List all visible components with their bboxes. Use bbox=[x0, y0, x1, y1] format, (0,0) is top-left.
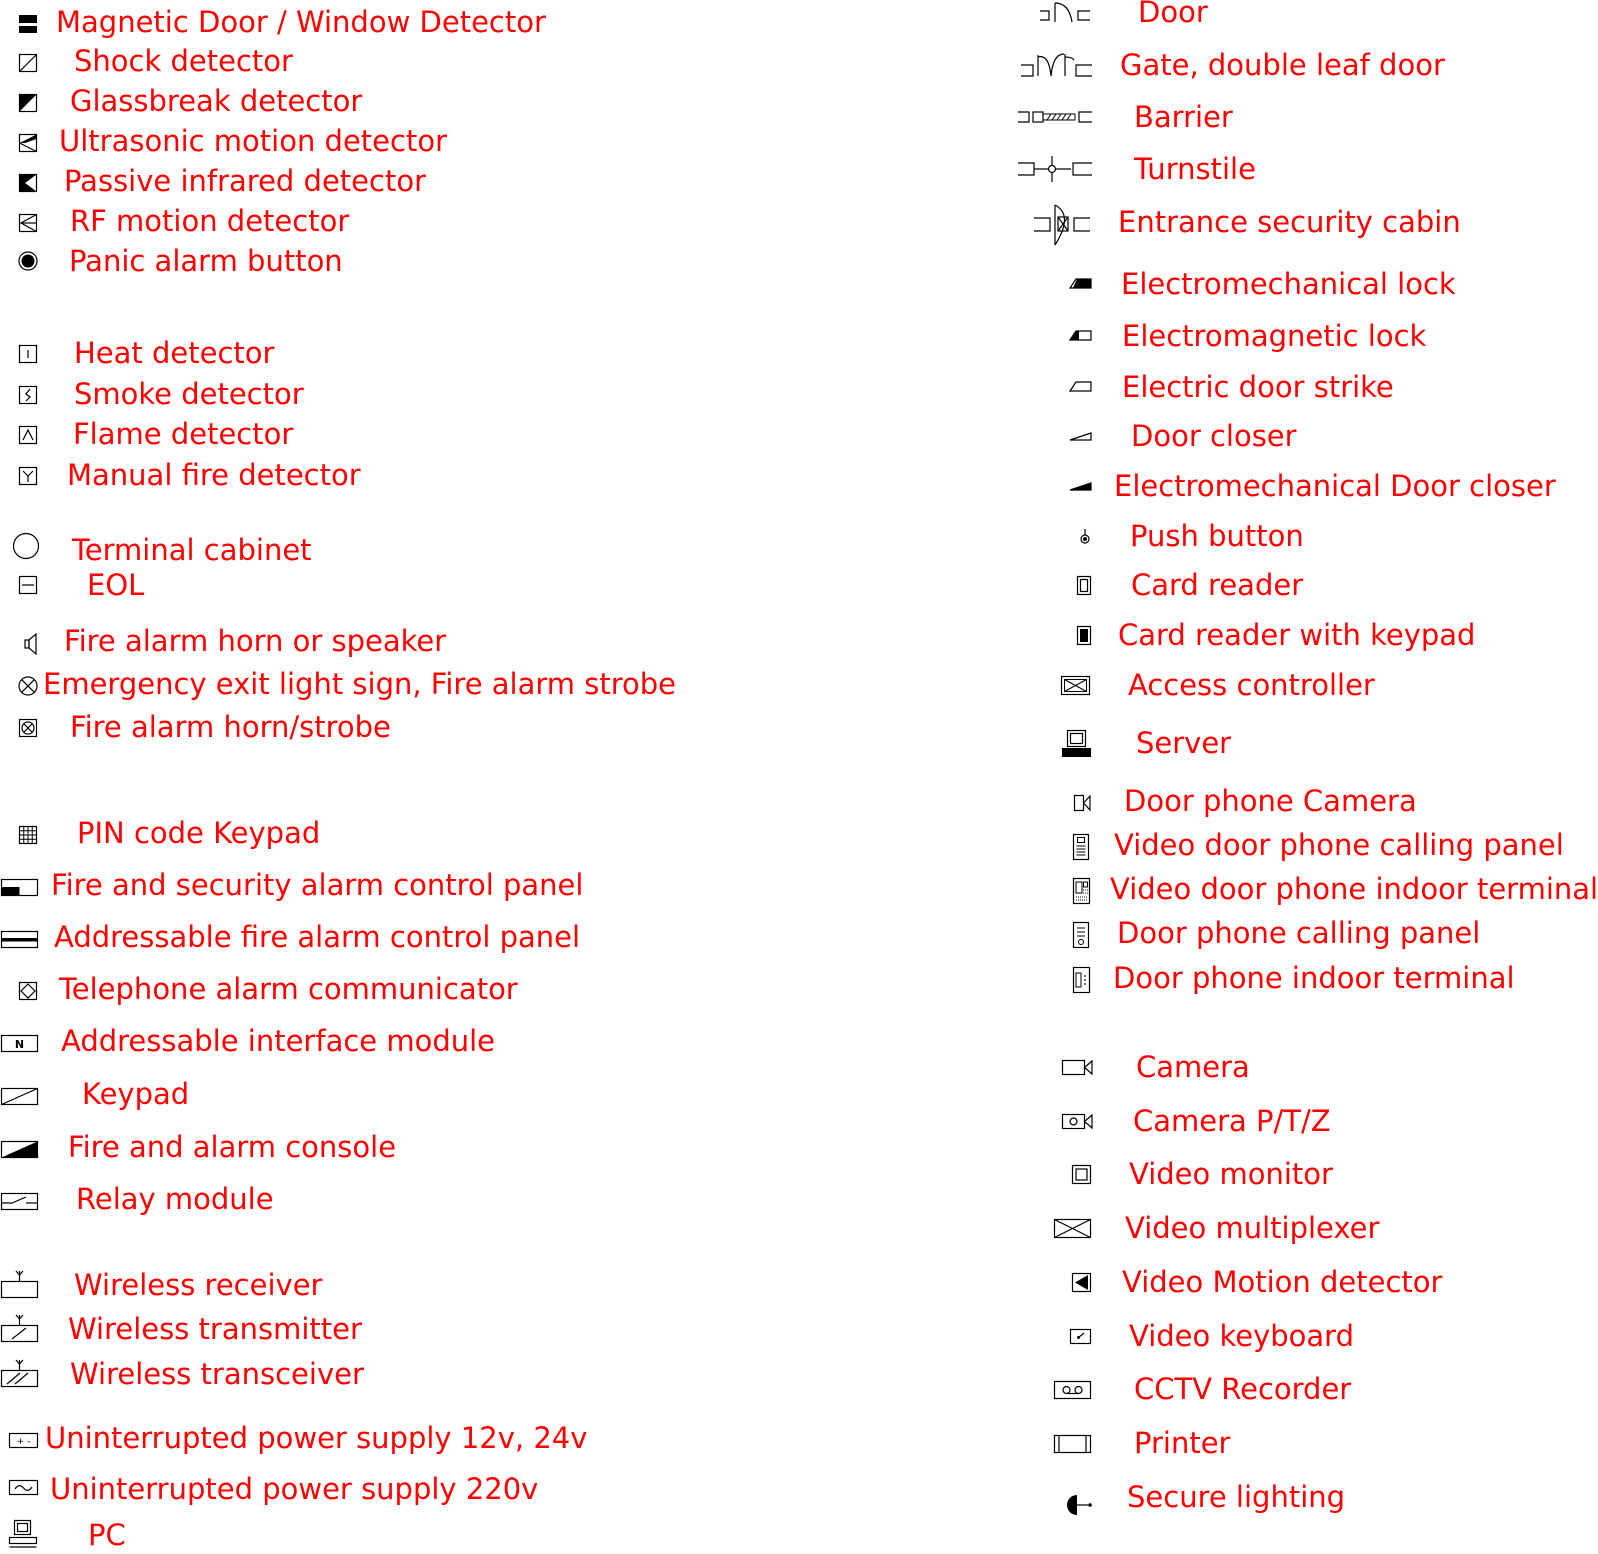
legend-item-strobe bbox=[0, 665, 700, 705]
legend-label: CCTV Recorder bbox=[1134, 1372, 1352, 1406]
legend-label: Addressable interface module bbox=[61, 1024, 496, 1058]
secure-lighting-icon bbox=[1064, 1492, 1096, 1518]
legend-item-ups-dc bbox=[0, 1419, 700, 1459]
legend-label: Video Motion detector bbox=[1122, 1265, 1443, 1299]
legend-item-control-panel bbox=[0, 866, 700, 906]
legend-item-access-controller bbox=[1010, 666, 1548, 706]
terminal-cabinet-icon bbox=[10, 531, 42, 563]
legend-item-barrier bbox=[1010, 98, 1548, 138]
relay-module-icon bbox=[0, 1190, 40, 1214]
legend-label: Wireless transceiver bbox=[70, 1357, 364, 1391]
legend-item-telephone-communicator bbox=[0, 970, 700, 1010]
door-strike-icon bbox=[1068, 378, 1094, 396]
wireless-receiver-icon bbox=[0, 1270, 40, 1302]
ups-dc-badge: + - bbox=[16, 1437, 31, 1447]
legend-label: Video multiplexer bbox=[1125, 1211, 1380, 1245]
legend-label: Turnstile bbox=[1134, 152, 1256, 186]
legend-item-electromechanical-lock bbox=[1010, 265, 1548, 305]
legend-label: Printer bbox=[1134, 1426, 1231, 1460]
legend-label: Magnetic Door / Window Detector bbox=[56, 5, 546, 39]
legend-label: Glassbreak detector bbox=[70, 84, 363, 118]
pir-detector-icon bbox=[17, 172, 41, 196]
legend-label: Fire and security alarm control panel bbox=[51, 868, 584, 902]
legend-label: Fire alarm horn or speaker bbox=[64, 624, 447, 658]
legend-label: Door closer bbox=[1131, 419, 1297, 453]
server-icon bbox=[1058, 726, 1094, 760]
legend-label: Terminal cabinet bbox=[72, 533, 312, 567]
legend-item-electromagnetic-lock bbox=[1010, 317, 1548, 357]
access-controller-icon bbox=[1058, 674, 1094, 698]
legend-item-wireless-receiver bbox=[0, 1266, 700, 1306]
legend-label: Electromagnetic lock bbox=[1122, 319, 1427, 353]
legend-label: Access controller bbox=[1128, 668, 1375, 702]
legend-item-keypad bbox=[0, 1075, 700, 1115]
legend-label: Flame detector bbox=[73, 417, 294, 451]
legend-label: Keypad bbox=[82, 1077, 190, 1111]
legend-label: Push button bbox=[1130, 519, 1304, 553]
telephone-communicator-icon bbox=[17, 980, 41, 1004]
legend-item-wireless-transmitter bbox=[0, 1310, 700, 1350]
legend-item-door-closer bbox=[1010, 417, 1548, 457]
legend-item-double-door bbox=[1010, 46, 1548, 86]
legend-item-pin-keypad bbox=[0, 814, 700, 854]
legend-item-video-keyboard bbox=[1010, 1317, 1548, 1357]
legend-item-door-strike bbox=[1010, 368, 1548, 408]
legend-label: Uninterrupted power supply 220v bbox=[50, 1472, 539, 1506]
legend-label: Video monitor bbox=[1129, 1157, 1333, 1191]
legend-label: Addressable fire alarm control panel bbox=[54, 920, 581, 954]
legend-label: Electromechanical lock bbox=[1121, 267, 1456, 301]
legend-label: PC bbox=[88, 1518, 126, 1552]
card-reader-icon bbox=[1074, 574, 1094, 598]
barrier-icon bbox=[1016, 107, 1096, 129]
legend-label: Video door phone calling panel bbox=[1114, 828, 1564, 862]
legend-item-ultrasonic-detector bbox=[0, 122, 700, 162]
legend-item-panic-button bbox=[0, 242, 700, 282]
legend-item-card-reader-keypad bbox=[1010, 616, 1548, 656]
calling-panel-icon bbox=[1070, 920, 1094, 952]
legend-label: Passive infrared detector bbox=[64, 164, 426, 198]
legend-label: Wireless receiver bbox=[74, 1268, 323, 1302]
legend-item-eol bbox=[0, 566, 700, 606]
door-icon bbox=[1038, 0, 1094, 28]
legend-label: Electric door strike bbox=[1122, 370, 1394, 404]
legend-item-relay-module bbox=[0, 1180, 700, 1220]
control-panel-icon bbox=[0, 876, 40, 900]
legend-item-calling-panel bbox=[1010, 914, 1548, 954]
legend-item-electromechanical-closer bbox=[1010, 467, 1556, 507]
heat-detector-icon bbox=[17, 343, 41, 367]
pin-keypad-icon bbox=[17, 824, 41, 848]
legend-item-wireless-transceiver bbox=[0, 1355, 700, 1395]
legend-label: Video keyboard bbox=[1129, 1319, 1354, 1353]
legend-item-turnstile bbox=[1010, 150, 1548, 190]
legend-label: Card reader bbox=[1131, 568, 1304, 602]
electromagnetic-lock-icon bbox=[1068, 327, 1094, 345]
alarm-console-icon bbox=[0, 1138, 40, 1162]
legend-label: Heat detector bbox=[74, 336, 275, 370]
legend-label: Wireless transmitter bbox=[68, 1312, 362, 1346]
legend-item-ups-ac bbox=[0, 1470, 700, 1510]
legend-label: Smoke detector bbox=[74, 377, 304, 411]
legend-item-glassbreak-detector bbox=[0, 82, 700, 122]
legend-item-alarm-console bbox=[0, 1128, 700, 1168]
legend-item-speaker bbox=[0, 622, 700, 662]
video-monitor-icon bbox=[1070, 1163, 1094, 1187]
legend-item-card-reader bbox=[1010, 566, 1548, 606]
legend-item-printer bbox=[1010, 1424, 1548, 1464]
legend-label: Door phone calling panel bbox=[1117, 916, 1481, 950]
legend-item-secure-lighting bbox=[1010, 1478, 1548, 1518]
legend-label: Electromechanical Door closer bbox=[1114, 469, 1556, 503]
turnstile-icon bbox=[1016, 153, 1096, 185]
smoke-detector-icon bbox=[17, 384, 41, 408]
push-button-icon bbox=[1076, 525, 1094, 549]
legend-item-door-phone-camera bbox=[1010, 782, 1548, 822]
electromechanical-lock-icon bbox=[1068, 275, 1094, 293]
eol-icon bbox=[17, 574, 41, 598]
ups-ac-icon bbox=[7, 1478, 41, 1498]
ups-dc-icon bbox=[7, 1431, 41, 1451]
legend-label: EOL bbox=[87, 568, 145, 602]
legend-label: Uninterrupted power supply 12v, 24v bbox=[45, 1421, 588, 1455]
legend-item-magnetic-detector bbox=[0, 2, 700, 42]
legend-label: Relay module bbox=[76, 1182, 274, 1216]
legend-item-door bbox=[1010, 0, 1548, 36]
security-cabin-icon bbox=[1032, 203, 1096, 247]
glassbreak-detector-icon bbox=[17, 92, 41, 116]
ultrasonic-detector-icon bbox=[17, 132, 41, 156]
rf-detector-icon bbox=[17, 212, 41, 236]
legend-label: Manual fire detector bbox=[67, 458, 361, 492]
legend-item-flame-detector bbox=[0, 415, 700, 455]
legend-item-rf-detector bbox=[0, 202, 700, 242]
video-multiplexer-icon bbox=[1052, 1217, 1094, 1241]
magnetic-detector-icon bbox=[17, 12, 41, 36]
interface-module-icon bbox=[0, 1032, 40, 1056]
double-door-icon bbox=[1018, 48, 1096, 82]
legend-label: Camera P/T/Z bbox=[1133, 1104, 1331, 1138]
legend-label: Emergency exit light sign, Fire alarm strobe bbox=[43, 667, 677, 701]
legend-item-shock-detector bbox=[0, 42, 700, 82]
legend-label: Door phone indoor terminal bbox=[1113, 961, 1515, 995]
printer-icon bbox=[1052, 1432, 1094, 1456]
pc-icon bbox=[5, 1519, 41, 1551]
cctv-recorder-icon bbox=[1052, 1378, 1094, 1402]
legend-label: Shock detector bbox=[74, 44, 293, 78]
electromechanical-closer-icon bbox=[1068, 477, 1094, 495]
interface-module-badge: N bbox=[14, 1038, 25, 1051]
wireless-transmitter-icon bbox=[0, 1314, 40, 1346]
video-calling-panel-icon bbox=[1070, 832, 1094, 864]
keypad-icon bbox=[0, 1085, 40, 1109]
ptz-camera-icon bbox=[1060, 1110, 1096, 1134]
camera-icon bbox=[1060, 1056, 1096, 1080]
addressable-panel-icon bbox=[0, 928, 40, 952]
legend-item-video-motion-detector bbox=[1010, 1263, 1548, 1303]
indoor-terminal-icon bbox=[1070, 965, 1094, 997]
legend-label: Entrance security cabin bbox=[1118, 205, 1461, 239]
wireless-transceiver-icon bbox=[0, 1359, 40, 1391]
panic-button-icon bbox=[17, 249, 41, 273]
legend-label: Barrier bbox=[1134, 100, 1233, 134]
legend-item-interface-module bbox=[0, 1022, 700, 1062]
manual-fire-detector-icon bbox=[17, 465, 41, 489]
legend-label: Video door phone indoor terminal bbox=[1110, 872, 1598, 906]
legend-item-heat-detector bbox=[0, 334, 700, 374]
speaker-icon bbox=[20, 631, 44, 659]
legend-item-video-indoor-terminal bbox=[1010, 870, 1598, 910]
legend-item-push-button bbox=[1010, 517, 1548, 557]
legend-item-camera bbox=[1010, 1048, 1548, 1088]
legend-item-server bbox=[1010, 724, 1548, 764]
legend-label: Door bbox=[1138, 0, 1208, 29]
door-phone-camera-icon bbox=[1068, 792, 1094, 814]
door-closer-icon bbox=[1068, 427, 1094, 445]
legend-label: Panic alarm button bbox=[69, 244, 343, 278]
video-indoor-terminal-icon bbox=[1070, 876, 1094, 908]
legend-label: Fire alarm horn/strobe bbox=[70, 710, 391, 744]
shock-detector-icon bbox=[17, 52, 41, 76]
legend-label: Card reader with keypad bbox=[1118, 618, 1476, 652]
legend-label: Camera bbox=[1136, 1050, 1250, 1084]
legend-label: PIN code Keypad bbox=[77, 816, 321, 850]
legend-item-smoke-detector bbox=[0, 375, 700, 415]
legend-label: Door phone Camera bbox=[1124, 784, 1417, 818]
video-motion-detector-icon bbox=[1070, 1271, 1094, 1295]
legend-label: Telephone alarm communicator bbox=[59, 972, 518, 1006]
legend-item-ptz-camera bbox=[1010, 1102, 1548, 1142]
legend-item-security-cabin bbox=[1010, 203, 1548, 243]
legend-item-terminal-cabinet bbox=[0, 530, 700, 570]
legend-label: Ultrasonic motion detector bbox=[59, 124, 448, 158]
legend-item-pir-detector bbox=[0, 162, 700, 202]
legend-item-indoor-terminal bbox=[1010, 959, 1548, 999]
strobe-icon bbox=[17, 675, 41, 699]
legend-item-video-multiplexer bbox=[1010, 1209, 1548, 1249]
legend-item-horn-strobe bbox=[0, 708, 700, 748]
legend-label: Gate, double leaf door bbox=[1120, 48, 1445, 82]
legend-item-manual-fire-detector bbox=[0, 456, 700, 496]
horn-strobe-icon bbox=[17, 717, 41, 741]
legend-item-video-calling-panel bbox=[1010, 826, 1564, 866]
flame-detector-icon bbox=[17, 424, 41, 448]
video-keyboard-icon bbox=[1068, 1327, 1094, 1347]
legend-item-video-monitor bbox=[1010, 1155, 1548, 1195]
legend-label: Secure lighting bbox=[1127, 1480, 1346, 1514]
legend-item-addressable-panel bbox=[0, 918, 700, 958]
card-reader-keypad-icon bbox=[1074, 624, 1094, 648]
legend-label: Fire and alarm console bbox=[68, 1130, 397, 1164]
legend-item-pc bbox=[0, 1514, 700, 1554]
legend-item-cctv-recorder bbox=[1010, 1370, 1548, 1410]
legend-label: Server bbox=[1136, 726, 1232, 760]
legend-label: RF motion detector bbox=[70, 204, 350, 238]
